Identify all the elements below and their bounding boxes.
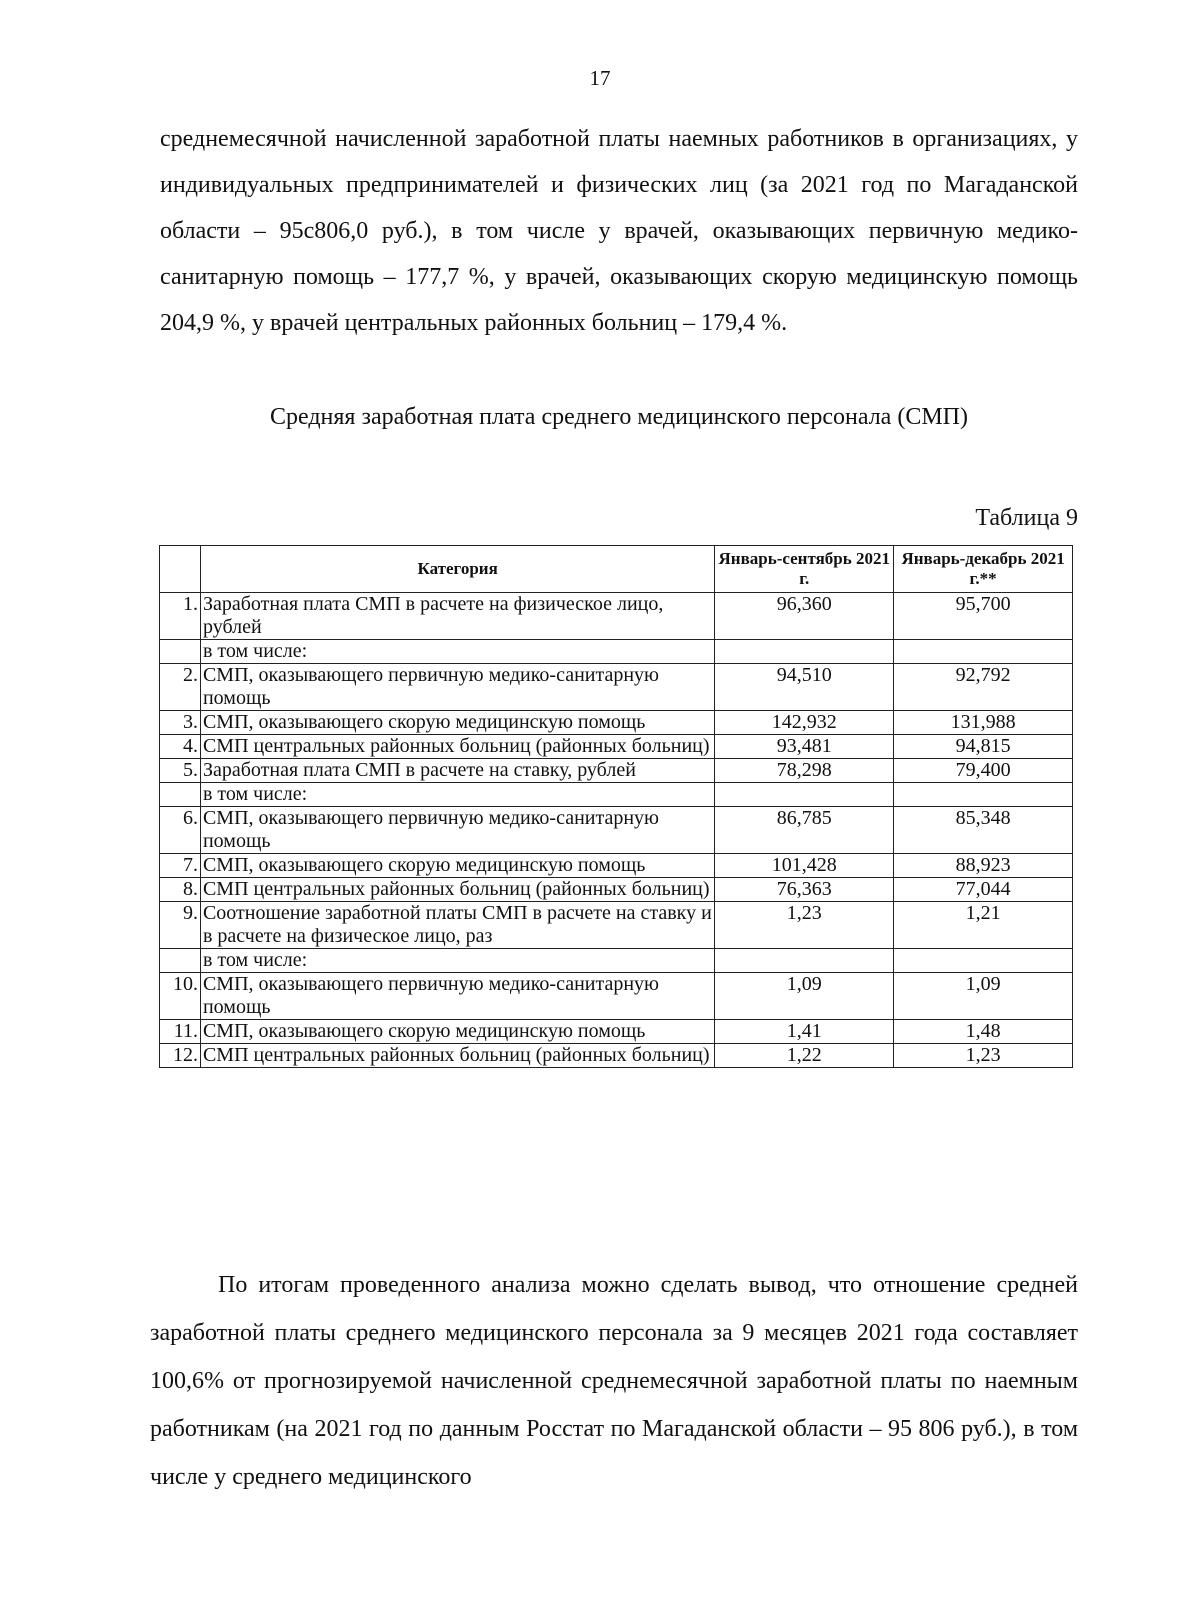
row-category: Заработная плата СМП в расчете на физическое лицо, рублей [200,593,714,640]
row-value-jan-dec [894,949,1073,973]
row-value-jan-sep [715,949,894,973]
table-row [160,1020,1073,1044]
row-value-jan-dec: 94,815 [894,735,1073,759]
row-number: 4. [160,735,201,759]
row-number: 11. [160,1020,201,1044]
row-value-jan-dec: 79,400 [894,759,1073,783]
row-value-jan-sep: 142,932 [715,711,894,735]
salary-table [159,545,1073,1068]
row-value-jan-dec: 88,923 [894,854,1073,878]
table-row [160,759,1073,783]
row-value-jan-sep [715,783,894,807]
table-row [160,854,1073,878]
table-row [160,807,1073,854]
table-row [160,1044,1073,1068]
row-category: Соотношение заработной платы СМП в расчете на ставку и в расчете на физическое лицо, раз [200,902,714,949]
row-number: 5. [160,759,201,783]
paragraph-bottom: По итогам проведенного анализа можно сделать вывод, что отношение средней заработной платы среднего медицинского персонала за 9 месяцев 2021 года составляет 100,6% от прогнозируемой начисленной среднемесячной заработной платы по наемным работникам (на 2021 год по данным Росстат по Магаданской области – 95 806 руб.), в том числе у среднего медицинского [150,1272,1078,1490]
row-value-jan-dec: 1,23 [894,1044,1073,1068]
table-row [160,902,1073,949]
row-number: 3. [160,711,201,735]
row-number: 1. [160,593,201,640]
table-row [160,593,1073,640]
row-category: СМП, оказывающего скорую медицинскую помощь [200,854,714,878]
row-value-jan-sep: 76,363 [715,878,894,902]
page-number: 17 [589,66,611,90]
row-value-jan-dec: 77,044 [894,878,1073,902]
row-category: СМП, оказывающего первичную медико-санитарную помощь [200,664,714,711]
row-value-jan-sep: 1,09 [715,973,894,1020]
row-number: 6. [160,807,201,854]
table-body [160,593,1073,1068]
row-value-jan-sep: 96,360 [715,593,894,640]
row-number: 10. [160,973,201,1020]
row-value-jan-sep: 1,41 [715,1020,894,1044]
row-value-jan-sep: 1,22 [715,1044,894,1068]
row-number: 9. [160,902,201,949]
row-value-jan-dec: 131,988 [894,711,1073,735]
table-row [160,973,1073,1020]
table-row [160,664,1073,711]
row-category: в том числе: [200,640,714,664]
row-category: СМП, оказывающего скорую медицинскую помощь [200,711,714,735]
table-header-row [160,546,1073,593]
row-category: в том числе: [200,783,714,807]
table-row [160,640,1073,664]
row-value-jan-sep [715,640,894,664]
section-title: Средняя заработная плата среднего медицинского персонала (СМП) [269,404,968,430]
table-row [160,878,1073,902]
table-row [160,783,1073,807]
row-value-jan-dec [894,783,1073,807]
row-value-jan-dec [894,640,1073,664]
row-value-jan-sep: 101,428 [715,854,894,878]
row-value-jan-sep: 1,23 [715,902,894,949]
row-category: СМП, оказывающего первичную медико-санитарную помощь [200,973,714,1020]
row-category: в том числе: [200,949,714,973]
row-value-jan-dec: 1,21 [894,902,1073,949]
header-jan-sep: Январь-сентябрь 2021 г. [715,546,894,593]
row-number: 2. [160,664,201,711]
table-row [160,949,1073,973]
header-num [160,546,201,593]
row-number: 8. [160,878,201,902]
row-category: СМП, оказывающего первичную медико-санитарную помощь [200,807,714,854]
table-caption: Таблица 9 [975,505,1078,531]
row-category: СМП центральных районных больниц (районных больниц) [200,735,714,759]
row-category: Заработная плата СМП в расчете на ставку, рублей [200,759,714,783]
row-value-jan-sep: 78,298 [715,759,894,783]
row-value-jan-dec: 1,09 [894,973,1073,1020]
table-row [160,711,1073,735]
row-category: СМП центральных районных больниц (районных больниц) [200,1044,714,1068]
row-number: 12. [160,1044,201,1068]
row-value-jan-sep: 94,510 [715,664,894,711]
row-category: СМП центральных районных больниц (районных больниц) [200,878,714,902]
row-value-jan-dec: 85,348 [894,807,1073,854]
row-value-jan-dec: 92,792 [894,664,1073,711]
row-value-jan-sep: 86,785 [715,807,894,854]
row-number [160,949,201,973]
row-value-jan-sep: 93,481 [715,735,894,759]
paragraph-top: среднемесячной начисленной заработной платы наемных работников в организациях, у индивидуальных предпринимателей и физических лиц (за 2021 год по Магаданской области – 95с806,0 руб.), в том числе у врачей, оказывающих первичную медико-санитарную помощь – 177,7 %, у врачей, оказывающих скорую медицинскую помощь 204,9 %, у врачей центральных районных больниц – 179,4 %. [160,126,1078,336]
row-number: 7. [160,854,201,878]
row-number [160,783,201,807]
row-number [160,640,201,664]
header-category: Категория [200,546,714,593]
row-value-jan-dec: 95,700 [894,593,1073,640]
row-category: СМП, оказывающего скорую медицинскую помощь [200,1020,714,1044]
row-value-jan-dec: 1,48 [894,1020,1073,1044]
table-row [160,735,1073,759]
header-jan-dec: Январь-декабрь 2021 г.** [894,546,1073,593]
